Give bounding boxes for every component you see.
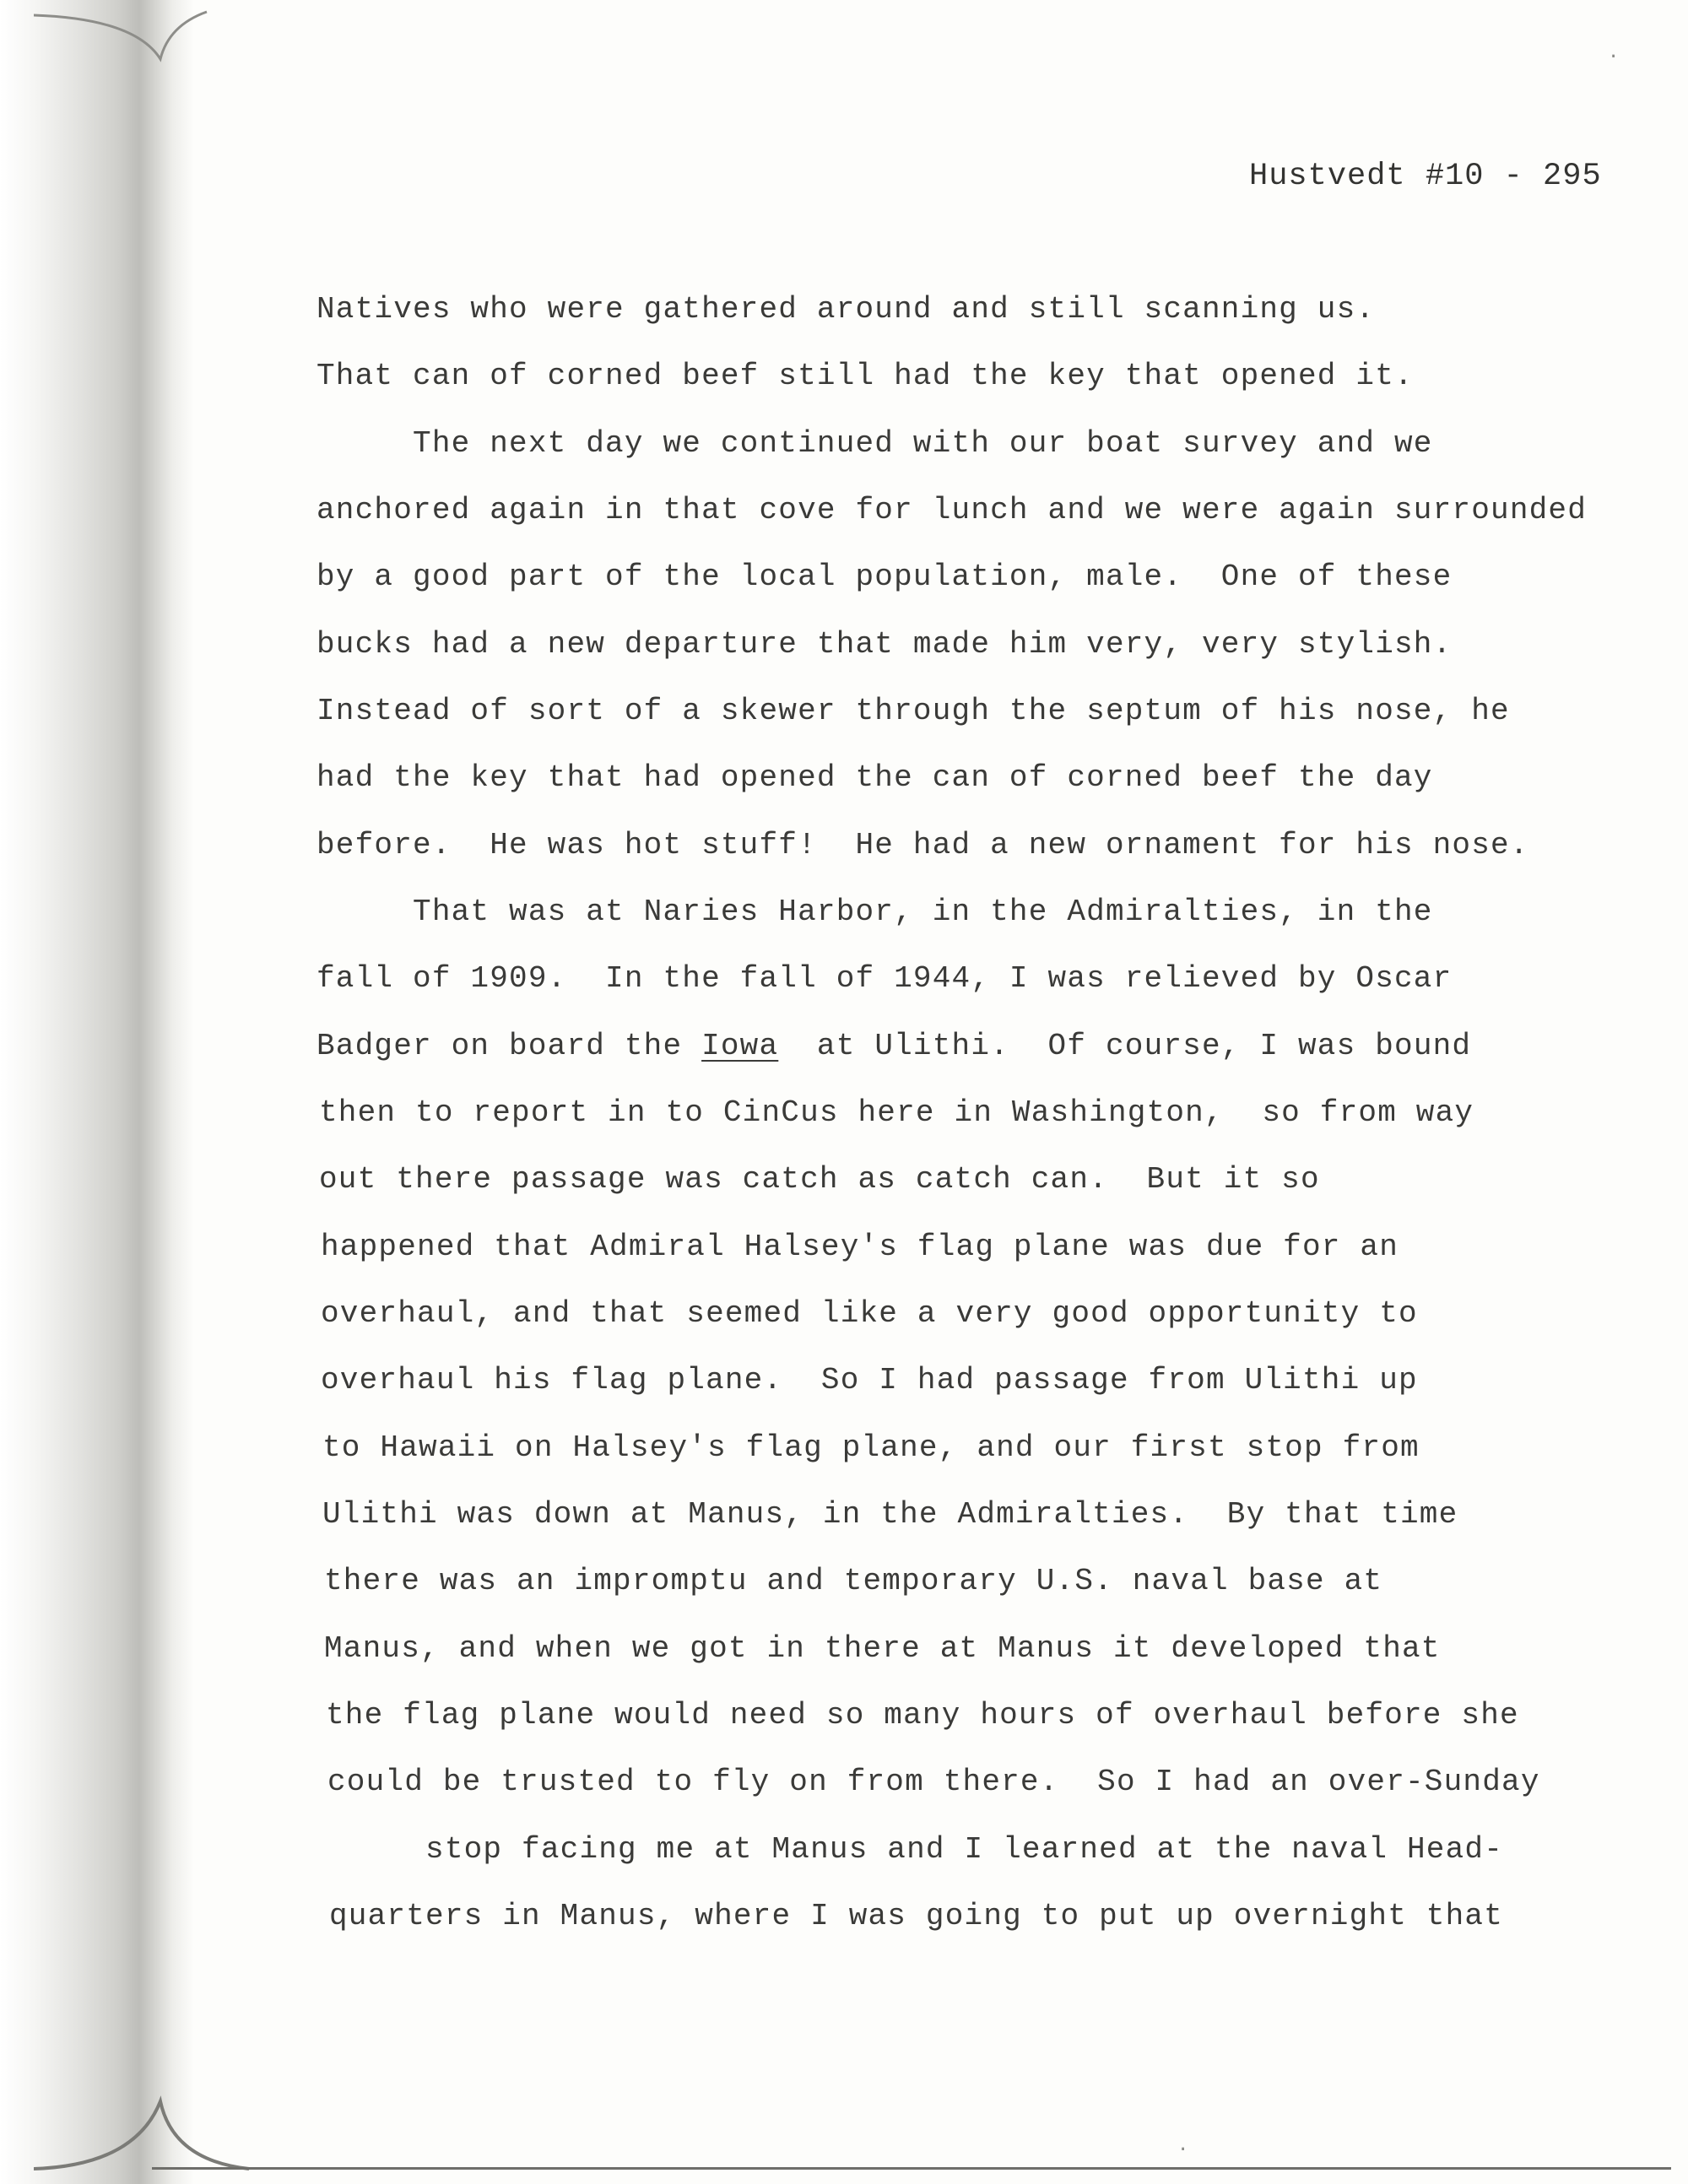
binding-bottom-curve — [34, 2084, 253, 2177]
text-line: happened that Admiral Halsey's flag plane was due for an — [321, 1230, 1399, 1264]
text-line: bucks had a new departure that made him very, very stylish. — [316, 627, 1453, 662]
text-line: Ulithi was down at Manus, in the Admiralties. By that time — [322, 1497, 1458, 1532]
binding-top-curve — [34, 8, 211, 68]
text-line: overhaul, and that seemed like a very good opportunity to — [321, 1296, 1418, 1331]
text-line: could be trusted to fly on from there. So I had an over-Sunday — [327, 1765, 1540, 1799]
text-line: Instead of sort of a skewer through the septum of his nose, he — [316, 694, 1510, 728]
text-line: Natives who were gathered around and still scanning us. — [316, 292, 1376, 327]
ship-name-iowa: Iowa — [701, 1029, 779, 1063]
text-segment: Badger on board the — [316, 1029, 702, 1063]
scan-speck: · — [1608, 46, 1620, 68]
text-segment: at Ulithi. Of course, I was bound — [778, 1029, 1472, 1063]
text-line: anchored again in that cove for lunch and we were again surrounded — [316, 493, 1588, 527]
text-line: by a good part of the local population, male. One of these — [316, 560, 1453, 594]
text-line: That was at Naries Harbor, in the Admiralties, in the — [316, 895, 1433, 929]
text-line: before. He was hot stuff! He had a new ornament for his nose. — [316, 828, 1529, 862]
bottom-edge-line — [152, 2167, 1671, 2170]
page-header: Hustvedt #10 - 295 — [1249, 159, 1602, 194]
text-line: then to report in to CinCus here in Washington, so from way — [319, 1095, 1474, 1130]
text-line: quarters in Manus, where I was going to put up overnight that — [329, 1899, 1504, 1933]
text-line: Manus, and when we got in there at Manus it developed that — [324, 1631, 1441, 1666]
text-line: had the key that had opened the can of corned beef the day — [316, 760, 1433, 795]
text-line-iowa — [316, 1029, 1471, 1063]
text-line: there was an impromptu and temporary U.S. naval base at — [324, 1564, 1383, 1598]
text-line: overhaul his flag plane. So I had passage from Ulithi up — [321, 1363, 1418, 1397]
scan-speck: · — [1177, 2139, 1189, 2160]
text-line: stop facing me at Manus and I learned at the naval Head- — [329, 1832, 1504, 1867]
text-line: The next day we continued with our boat survey and we — [316, 426, 1433, 461]
text-line: out there passage was catch as catch can. But it so — [319, 1162, 1320, 1197]
text-line: That can of corned beef still had the key that opened it. — [316, 359, 1414, 393]
text-line: to Hawaii on Halsey's flag plane, and our first stop from — [322, 1430, 1420, 1465]
binding-shadow — [0, 0, 194, 2184]
text-line: fall of 1909. In the fall of 1944, I was relieved by Oscar — [316, 961, 1453, 996]
text-line: the flag plane would need so many hours of overhaul before she — [326, 1698, 1519, 1733]
